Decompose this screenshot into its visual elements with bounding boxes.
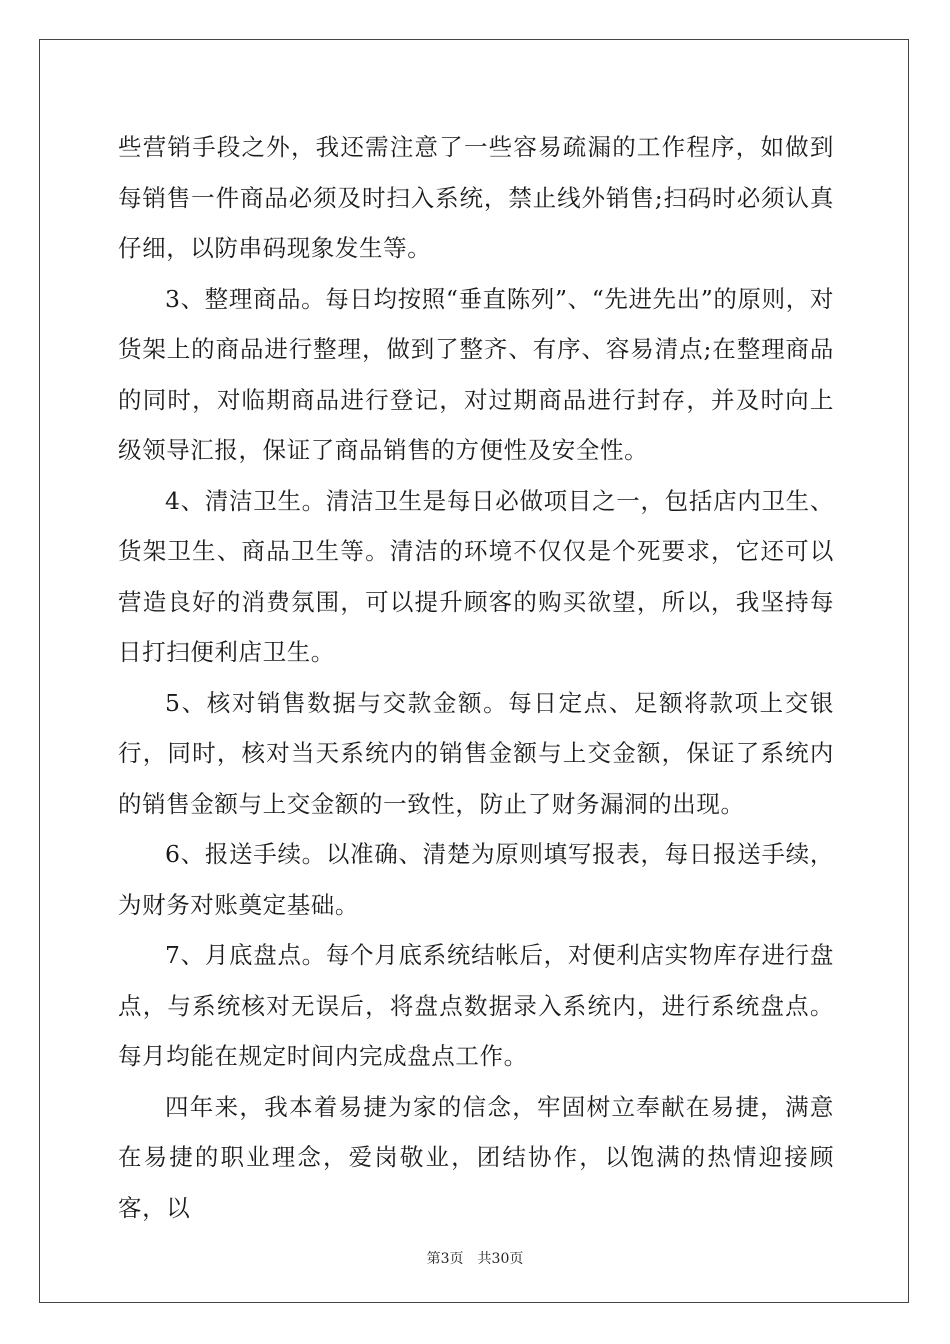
paragraph-cleaning: 4、清洁卫生。清洁卫生是每日必做项目之一，包括店内卫生、货架卫生、商品卫生等。清洁的环境不仅仅是个死要求，它还可以营造良好的消费氛围，可以提升顾客的购买欲望，所以，我坚持每日打扫便利店卫生。 bbox=[118, 486, 834, 666]
page-number-footer: 第3页 共30页 bbox=[426, 1251, 524, 1267]
paragraph-sales-reconciliation: 5、核对销售数据与交款金额。每日定点、足额将款项上交银行，同时，核对当天系统内的销售金额与上交金额，保证了系统内的销售金额与上交金额的一致性，防止了财务漏洞的出现。 bbox=[118, 688, 834, 818]
paragraph-reporting: 6、报送手续。以准确、清楚为原则填写报表，每日报送手续，为财务对账奠定基础。 bbox=[118, 840, 834, 919]
paragraph-continuation: 些营销手段之外，我还需注意了一些容易疏漏的工作程序，如做到每销售一件商品必须及时扫入系统，禁止线外销售;扫码时必须认真仔细，以防串码现象发生等。 bbox=[118, 133, 834, 262]
paragraph-summary: 四年来，我本着易捷为家的信念，牢固树立奉献在易捷，满意在易捷的职业理念，爱岗敬业，团结协作，以饱满的热情迎接顾客，以 bbox=[118, 1092, 834, 1222]
paragraph-organize-goods: 3、整理商品。每日均按照“垂直陈列”、“先进先出”的原则，对货架上的商品进行整理，做到了整齐、有序、容易清点;在整理商品的同时，对临期商品进行登记，对过期商品进行封存，并及时向上级领导汇报，保证了商品销售的方便性及安全性。 bbox=[118, 284, 834, 464]
document-body bbox=[118, 122, 834, 1233]
paragraph-month-end-inventory: 7、月底盘点。每个月底系统结帐后，对便利店实物库存进行盘点，与系统核对无误后，将盘点数据录入系统内，进行系统盘点。每月均能在规定时间内完成盘点工作。 bbox=[118, 941, 834, 1070]
